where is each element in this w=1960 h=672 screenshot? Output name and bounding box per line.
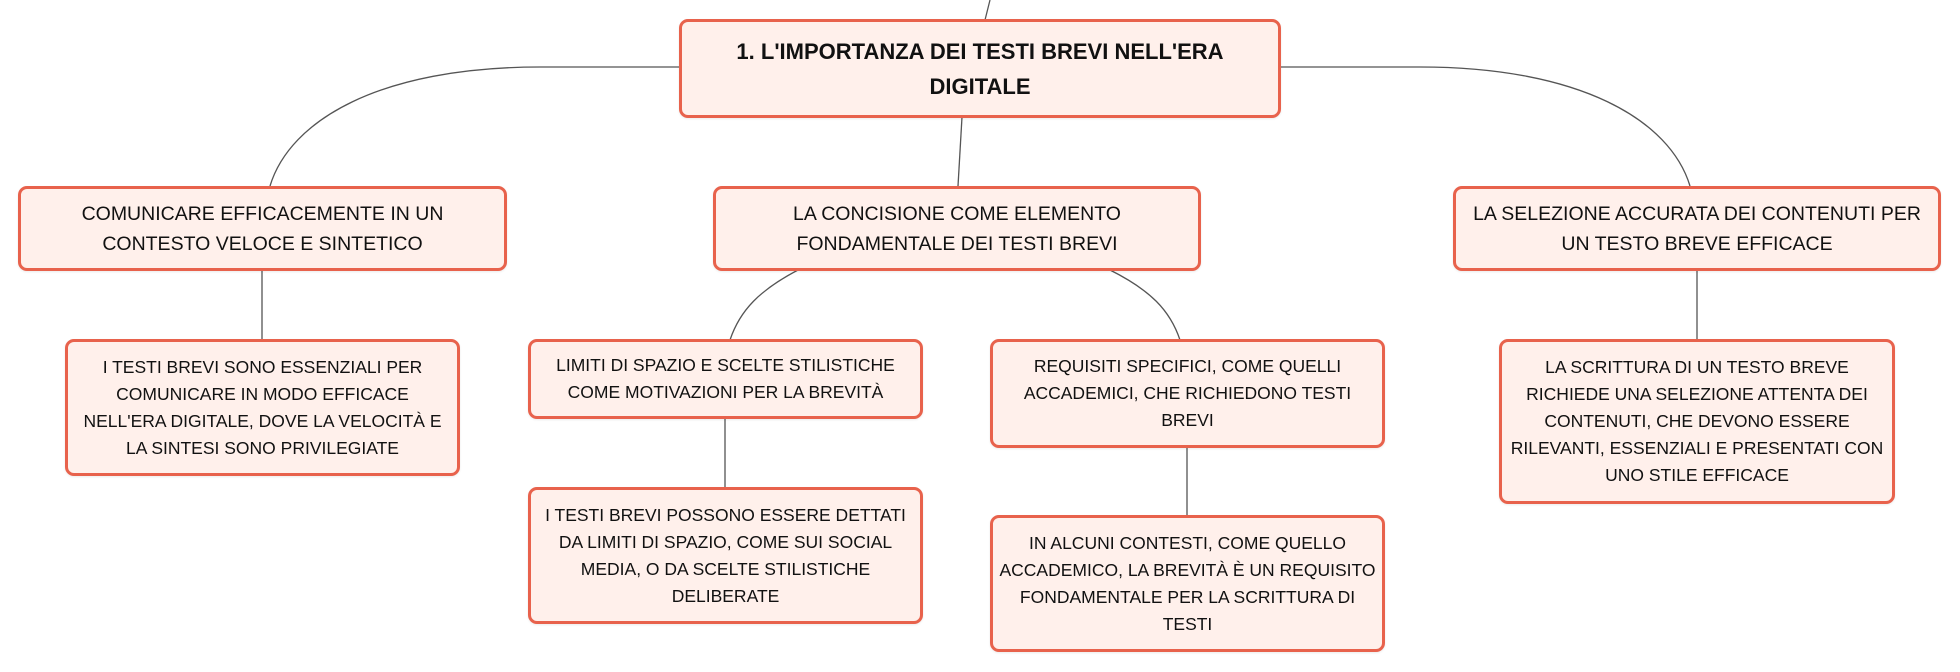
subbranch-node-space-limits[interactable] bbox=[528, 339, 923, 419]
branch-label: COMUNICARE EFFICACEMENTE IN UN CONTESTO VELOCE E SINTETICO bbox=[81, 202, 444, 255]
branch-node-communication[interactable] bbox=[18, 186, 507, 271]
central-topic-text: 1. L'IMPORTANZA DEI TESTI BREVI NELL'ERA DIGITALE bbox=[736, 38, 1224, 99]
branch-node-conciseness[interactable] bbox=[713, 186, 1201, 271]
connector-middle-to-requirements bbox=[1110, 270, 1180, 340]
leaf-text: I TESTI BREVI SONO ESSENZIALI PER COMUNICARE IN MODO EFFICACE NELL'ERA DIGITALE, DOVE LA VELOCITÀ E LA SINTESI SONO PRIVILEGIATE bbox=[83, 356, 442, 458]
leaf-text: LA SCRITTURA DI UN TESTO BREVE RICHIEDE UNA SELEZIONE ATTENTA DEI CONTENUTI, CHE DEVONO ESSERE RILEVANTI, ESSENZIALI E PRESENTATI CON UNO STILE EFFICACE bbox=[1510, 357, 1884, 485]
subbranch-label: LIMITI DI SPAZIO E SCELTE STILISTICHE COME MOTIVAZIONI PER LA BREVITÀ bbox=[556, 355, 895, 402]
leaf-text: I TESTI BREVI POSSONO ESSERE DETTATI DA LIMITI DI SPAZIO, COME SUI SOCIAL MEDIA, O DA SCELTE STILISTICHE DELIBERATE bbox=[545, 504, 906, 606]
subbranch-node-requirements[interactable] bbox=[990, 339, 1385, 448]
connector-middle-to-limits bbox=[730, 270, 798, 340]
subbranch-label: REQUISITI SPECIFICI, COME QUELLI ACCADEMICI, CHE RICHIEDONO TESTI BREVI bbox=[1023, 356, 1352, 430]
leaf-node-content-selection[interactable] bbox=[1499, 339, 1895, 504]
connector-parent-to-central bbox=[985, 0, 990, 20]
branch-node-content-selection[interactable] bbox=[1453, 186, 1941, 271]
leaf-text: IN ALCUNI CONTESTI, COME QUELLO ACCADEMICO, LA BREVITÀ È UN REQUISITO FONDAMENTALE PER LA SCRITTURA DI TESTI bbox=[999, 532, 1376, 634]
branch-label: LA CONCISIONE COME ELEMENTO FONDAMENTALE DEI TESTI BREVI bbox=[793, 202, 1121, 255]
leaf-node-communication[interactable] bbox=[65, 339, 460, 476]
central-topic-node[interactable] bbox=[679, 19, 1281, 118]
leaf-node-requirements[interactable] bbox=[990, 515, 1385, 652]
connector-central-to-branch-left bbox=[270, 67, 681, 186]
connector-central-to-branch-middle bbox=[958, 117, 962, 186]
branch-label: LA SELEZIONE ACCURATA DEI CONTENUTI PER UN TESTO BREVE EFFICACE bbox=[1473, 202, 1921, 255]
leaf-node-space-limits[interactable] bbox=[528, 487, 923, 624]
connector-central-to-branch-right bbox=[1279, 67, 1690, 186]
